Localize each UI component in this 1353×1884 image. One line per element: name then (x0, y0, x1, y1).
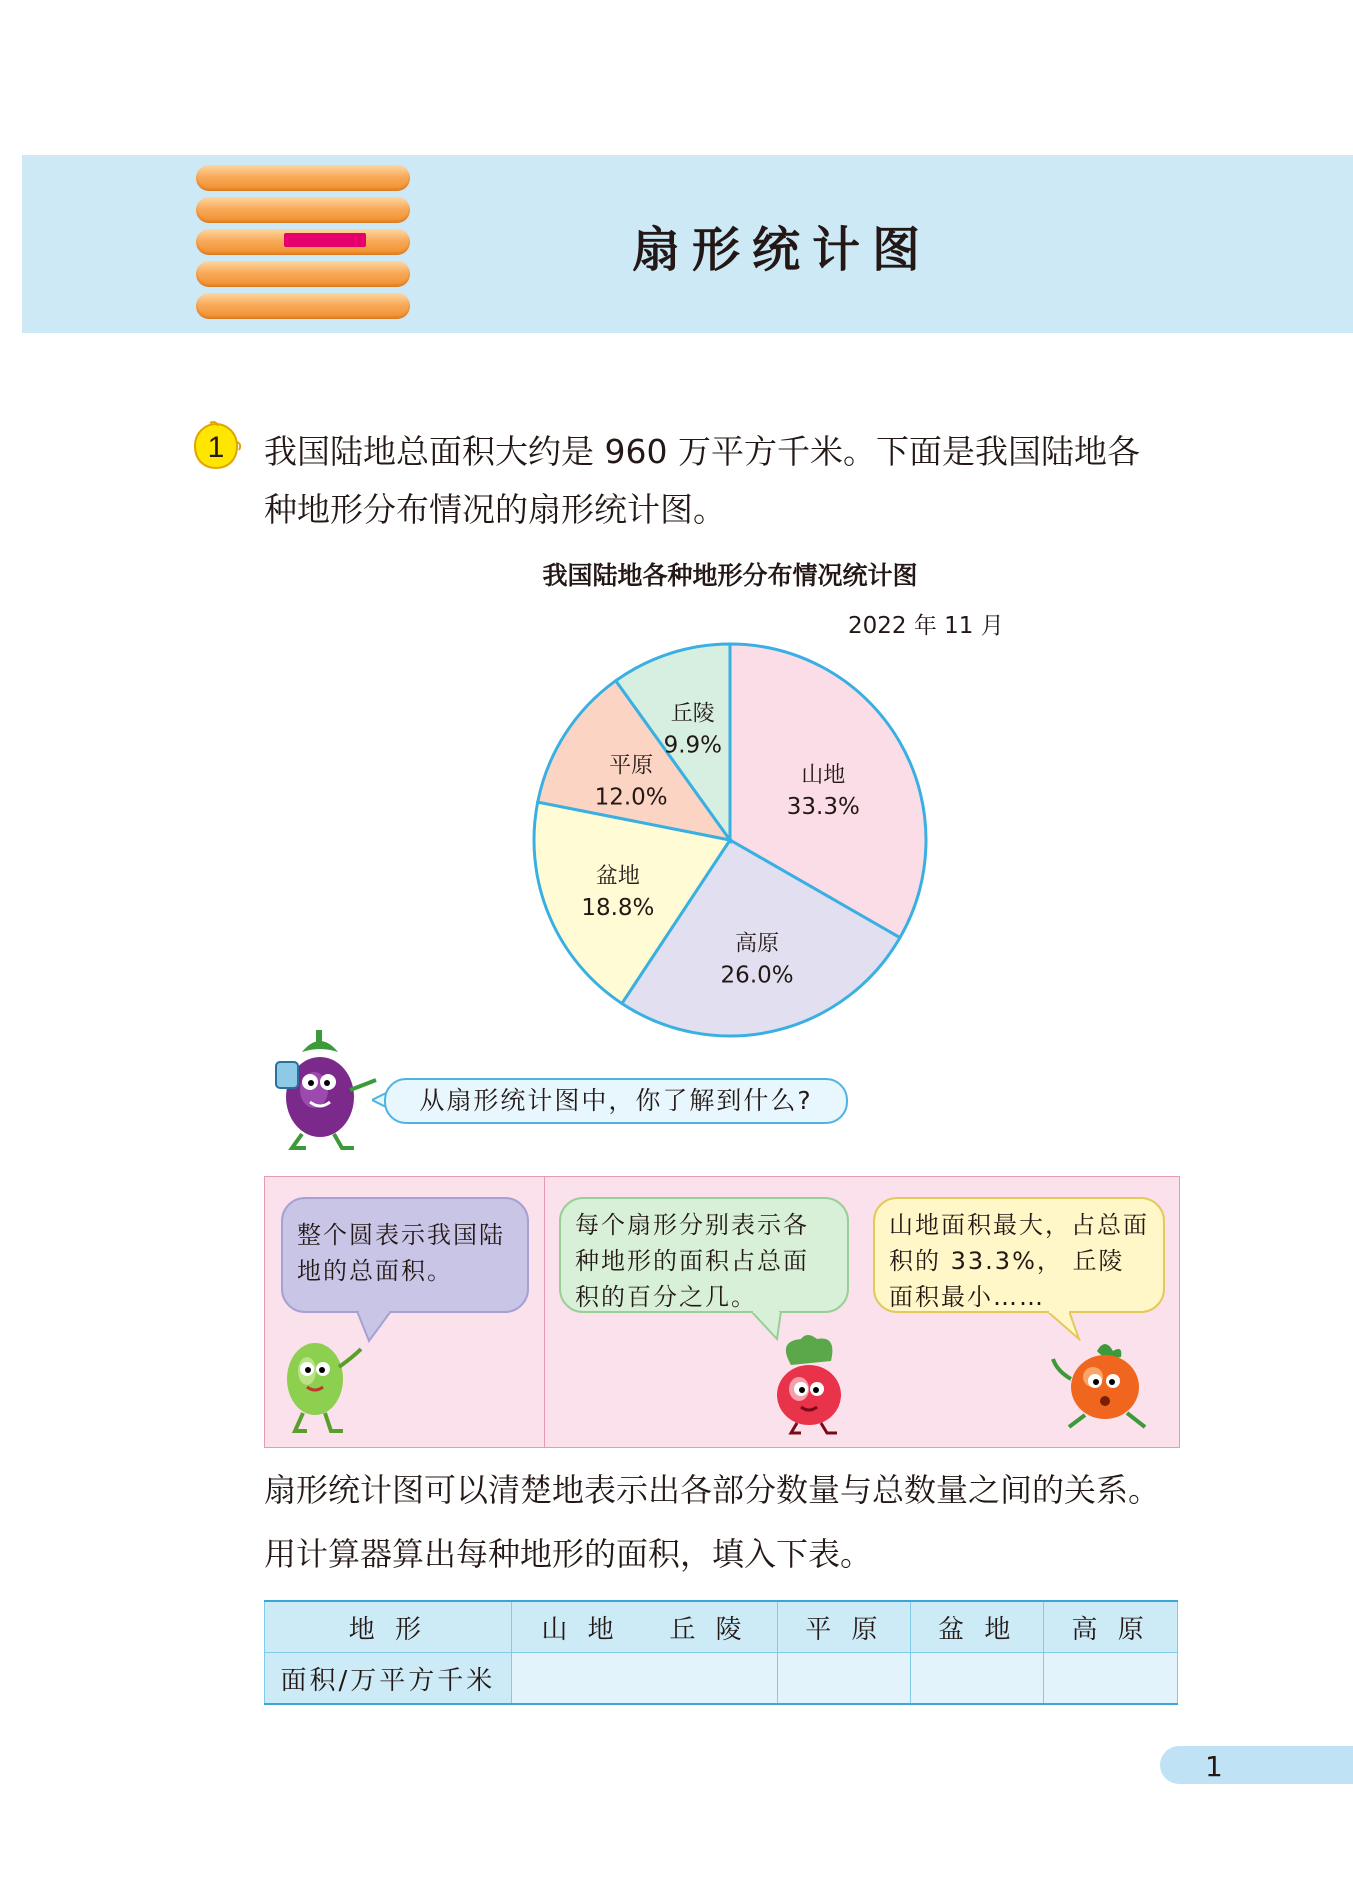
slice-value-label: 18.8% (581, 894, 655, 921)
eggplant-character-icon (262, 1022, 382, 1152)
column-mountain: 山 地 (541, 1614, 620, 1645)
area-table (264, 1600, 1178, 1705)
slice-name-label: 山地 (801, 763, 846, 789)
radish-character-icon (761, 1335, 861, 1435)
slice-name-label: 高原 (735, 931, 780, 957)
table-row (265, 1653, 1178, 1705)
answer-cell-plateau[interactable] (1044, 1653, 1178, 1705)
table-header-label: 地 形 (265, 1601, 512, 1653)
page-number-tab (1160, 1746, 1353, 1784)
chart-date: 2022 年 11 月 (848, 613, 1004, 639)
table-header-cell (511, 1601, 778, 1653)
pie-chart (520, 630, 940, 1050)
answer-cell-mountain-hills[interactable] (511, 1653, 778, 1705)
slice-value-label: 12.0% (594, 784, 668, 811)
slice-value-label: 33.3% (786, 794, 860, 821)
exercise-number-icon (190, 420, 242, 472)
divider (544, 1177, 545, 1447)
intro-line-2: 种地形分布情况的扇形统计图。 (264, 490, 726, 529)
slice-name-label: 盆地 (595, 863, 640, 889)
slice-value-label: 26.0% (720, 962, 794, 989)
table-header-row (265, 1601, 1178, 1653)
header-banner (22, 155, 1353, 333)
column-plateau: 高 原 (1044, 1601, 1178, 1653)
question-bubble: 从扇形统计图中，你了解到什么? (384, 1078, 848, 1124)
answer-cell-basin[interactable] (911, 1653, 1044, 1705)
exercise-intro (264, 423, 1244, 539)
chart-title: 我国陆地各种地形分布情况统计图 (542, 561, 918, 590)
column-hills: 丘 陵 (669, 1614, 748, 1645)
speech-bubble-3: 山地面积最大，占总面积的 33.3%， 丘陵面积最小…… (873, 1197, 1165, 1313)
green-pepper-character-icon (277, 1327, 367, 1439)
page-title: 扇形统计图 (631, 222, 932, 278)
discussion-box (264, 1176, 1180, 1448)
page-number: 1 (1205, 1750, 1223, 1783)
speech-bubble-2: 每个扇形分别表示各种地形的面积占总面积的百分之几。 (559, 1197, 849, 1313)
speech-bubble-1: 整个圆表示我国陆地的总面积。 (281, 1197, 529, 1313)
task-text: 用计算器算出每种地形的面积，填入下表。 (264, 1535, 873, 1573)
slice-name-label: 丘陵 (670, 701, 715, 727)
exercise-number: 1 (207, 431, 225, 464)
slice-value-label: 9.9% (663, 732, 723, 759)
summary-text: 扇形统计图可以清楚地表示出各部分数量与总数量之间的关系。 (264, 1471, 1161, 1509)
column-basin: 盆 地 (911, 1601, 1044, 1653)
answer-cell-plain[interactable] (778, 1653, 911, 1705)
slice-name-label: 平原 (609, 753, 654, 779)
tomato-character-icon (1045, 1337, 1165, 1433)
column-plain: 平 原 (778, 1601, 911, 1653)
row-label: 面积/万平方千米 (265, 1653, 512, 1705)
unit-number-mark (284, 233, 366, 247)
intro-line-1: 我国陆地总面积大约是 960 万平方千米。下面是我国陆地各 (264, 432, 1140, 471)
